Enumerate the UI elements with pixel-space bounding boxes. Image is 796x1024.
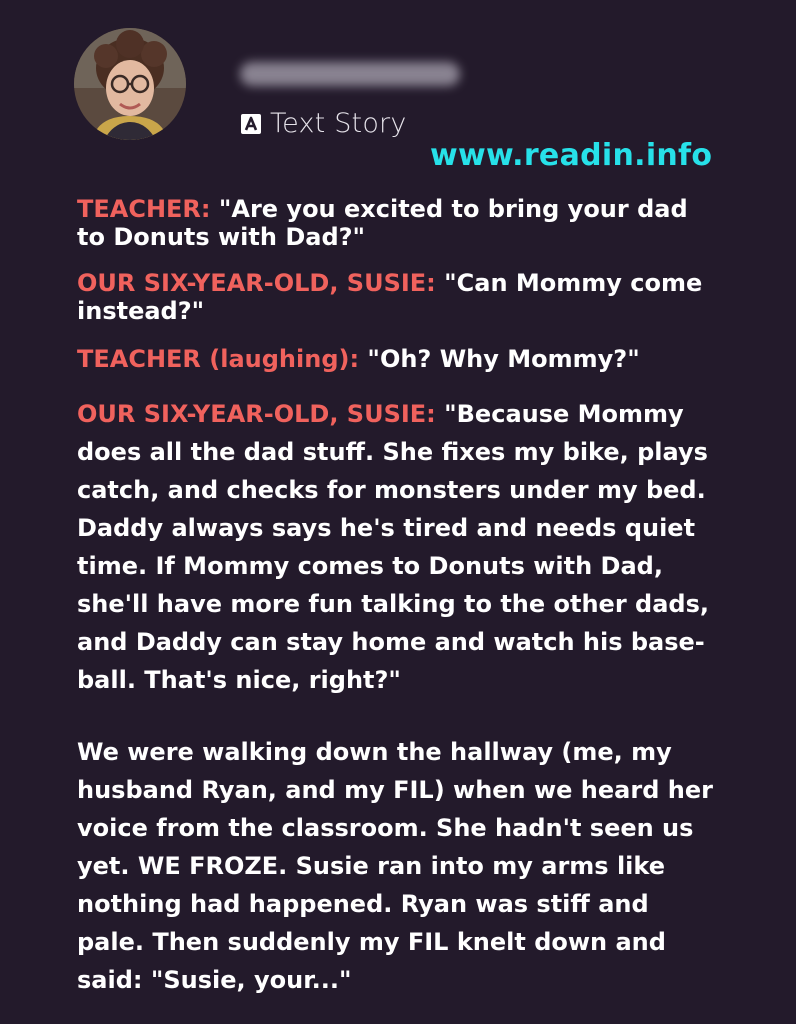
- watermark-url: www.readin.info: [430, 138, 713, 173]
- story-type-label: Text Story: [270, 108, 407, 139]
- dialogue-text: "Oh? Why Mommy?": [359, 345, 640, 373]
- author-avatar[interactable]: [74, 28, 186, 140]
- speaker-label: OUR SIX-YEAR-OLD, SUSIE:: [77, 400, 436, 428]
- narrative-text: voice from the classroom. She hadn't seen us: [77, 814, 694, 842]
- story-body: [77, 195, 727, 999]
- narrative-paragraph: [77, 733, 727, 999]
- speaker-label: OUR SIX-YEAR-OLD, SUSIE:: [77, 269, 436, 297]
- narrative-text: pale. Then suddenly my FIL knelt down and: [77, 928, 666, 956]
- dialogue-susie-request: [77, 269, 727, 325]
- dialogue-susie-explanation: [77, 395, 727, 699]
- dialogue-teacher-question: [77, 195, 727, 251]
- speaker-label: TEACHER (laughing):: [77, 345, 360, 373]
- dialogue-text: she'll have more fun talking to the other dads,: [77, 590, 709, 618]
- dialogue-text: "Can Mommy come: [435, 269, 703, 297]
- profile-photo-icon: [74, 28, 186, 140]
- dialogue-text: catch, and checks for monsters under my bed.: [77, 476, 706, 504]
- speaker-label: TEACHER:: [77, 195, 211, 223]
- dialogue-text: Daddy always says he's tired and needs quiet: [77, 514, 696, 542]
- dialogue-text: instead?": [77, 297, 205, 325]
- dialogue-text: and Daddy can stay home and watch his base-: [77, 628, 705, 656]
- author-name-blurred[interactable]: [240, 62, 460, 86]
- dialogue-text: "Because Mommy: [435, 400, 684, 428]
- story-type-indicator: [240, 108, 407, 139]
- dialogue-teacher-laughing: [77, 345, 727, 373]
- dialogue-text: to Donuts with Dad?": [77, 223, 366, 251]
- text-story-icon: [240, 113, 262, 135]
- dialogue-text: does all the dad stuff. She fixes my bike, plays: [77, 438, 708, 466]
- narrative-text: nothing had happened. Ryan was stiff and: [77, 890, 649, 918]
- narrative-text: yet. WE FROZE. Susie ran into my arms like: [77, 852, 665, 880]
- narrative-text: husband Ryan, and my FIL) when we heard her: [77, 776, 713, 804]
- dialogue-text: "Are you excited to bring your dad: [210, 195, 688, 223]
- narrative-text: said: "Susie, your...": [77, 966, 352, 994]
- narrative-text: We were walking down the hallway (me, my: [77, 738, 672, 766]
- dialogue-text: ball. That's nice, right?": [77, 666, 401, 694]
- dialogue-text: time. If Mommy comes to Donuts with Dad,: [77, 552, 663, 580]
